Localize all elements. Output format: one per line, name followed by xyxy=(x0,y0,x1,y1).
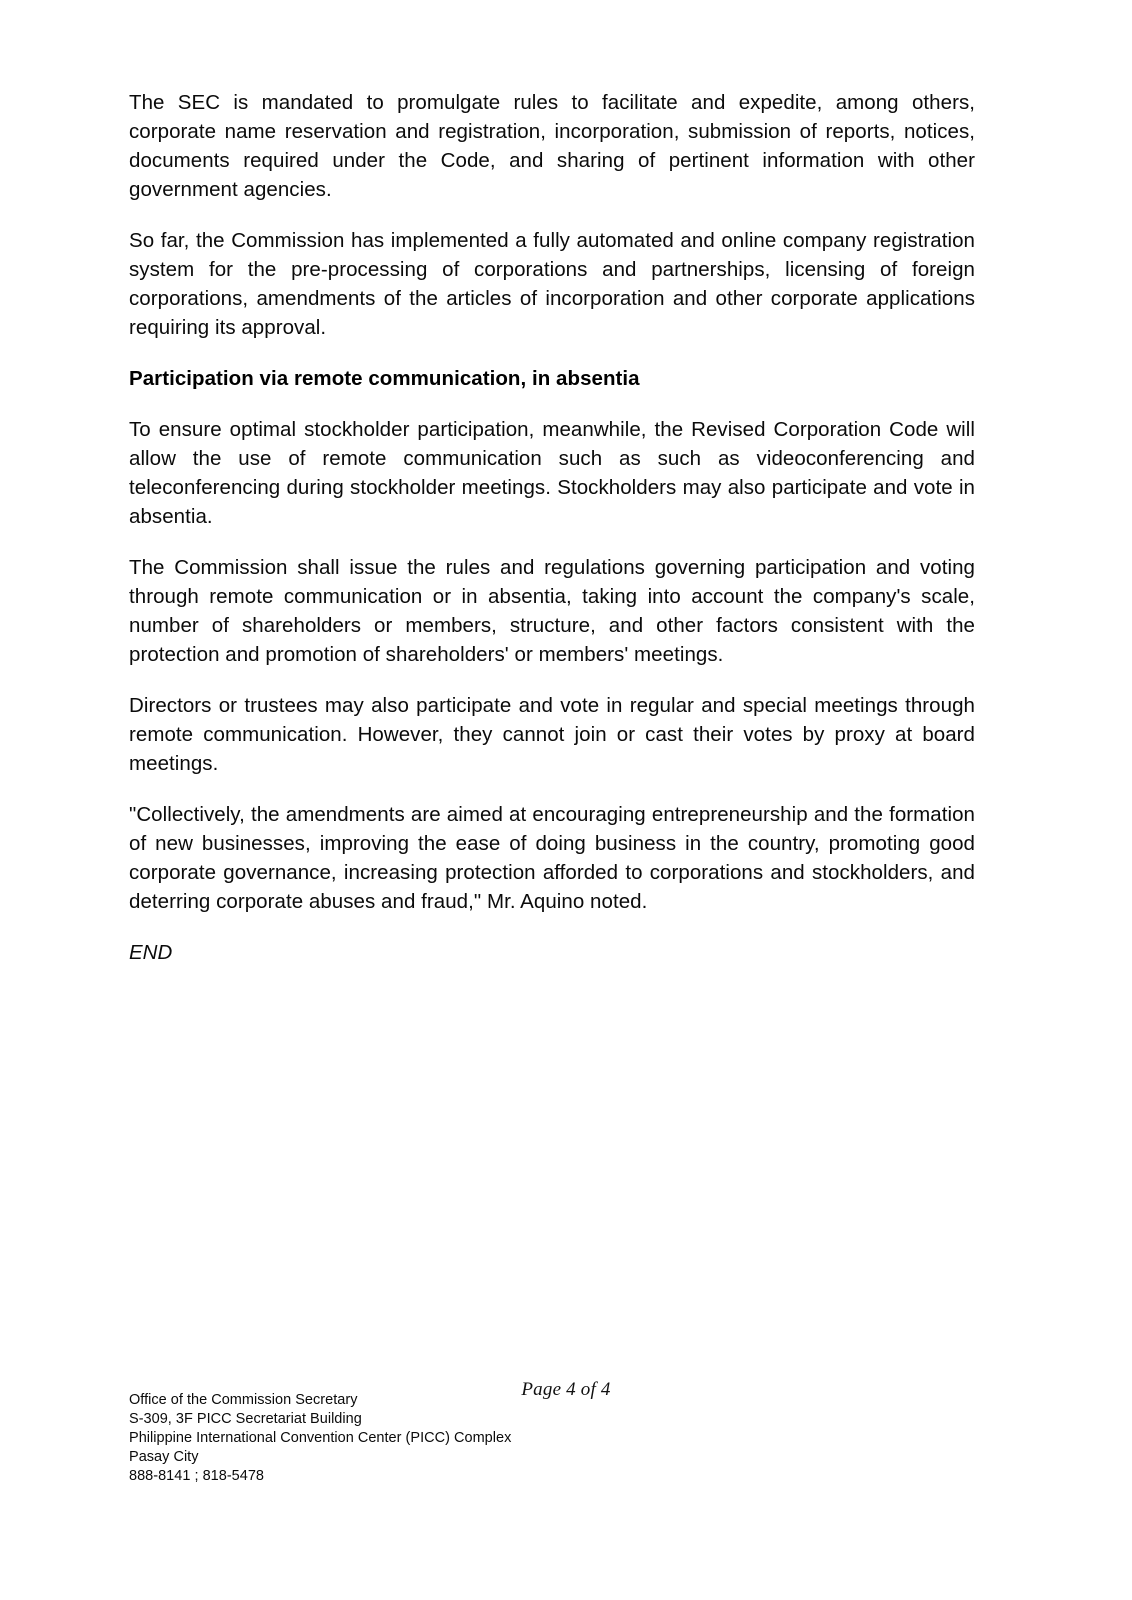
footer-phone-numbers: 888-8141 ; 818-5478 xyxy=(129,1468,265,1484)
body-paragraph-3: To ensure optimal stockholder participation, meanwhile, the Revised Corporation Code will allow the use of remote communication such as such as videoconferencing and teleconferencing during stockholder meetings. Stockholders may also participate and vote in absentia. xyxy=(129,418,975,528)
document-body xyxy=(129,88,975,967)
end-marker: END xyxy=(129,941,173,964)
body-paragraph-2: So far, the Commission has implemented a fully automated and online company registration system for the pre-processing of corporations and partnerships, licensing of foreign corporations, amendments of the articles of incorporation and other corporate applications requiring its approval. xyxy=(129,229,975,339)
body-paragraph-4: The Commission shall issue the rules and regulations governing participation and voting through remote communication or in absentia, taking into account the company's scale, number of shareholders or members, structure, and other factors consistent with the protection and promotion of shareholders' or members' meetings. xyxy=(129,556,975,666)
page-number: Page 4 of 4 xyxy=(521,1379,611,1400)
body-paragraph-5: Directors or trustees may also participate and vote in regular and special meetings through remote communication. However, they cannot join or cast their votes by proxy at board meetings. xyxy=(129,694,975,775)
footer-complex-address: Philippine International Convention Center (PICC) Complex xyxy=(129,1430,512,1446)
footer-building-address: S-309, 3F PICC Secretariat Building xyxy=(129,1411,362,1427)
body-paragraph-1: The SEC is mandated to promulgate rules to facilitate and expedite, among others, corporate name reservation and registration, incorporation, submission of reports, notices, documents required under the Code, and sharing of pertinent information with other government agencies. xyxy=(129,91,975,201)
footer-office-name: Office of the Commission Secretary xyxy=(129,1392,358,1408)
footer-city: Pasay City xyxy=(129,1449,199,1465)
section-heading-participation-remote-communication: Participation via remote communication, in absentia xyxy=(129,367,640,390)
document-footer xyxy=(129,1391,729,1486)
body-paragraph-6: "Collectively, the amendments are aimed at encouraging entrepreneurship and the formation of new businesses, improving the ease of doing business in the country, promoting good corporate governance, increasing protection afforded to corporations and stockholders, and deterring corporate abuses and fraud," Mr. Aquino noted. xyxy=(129,803,975,913)
